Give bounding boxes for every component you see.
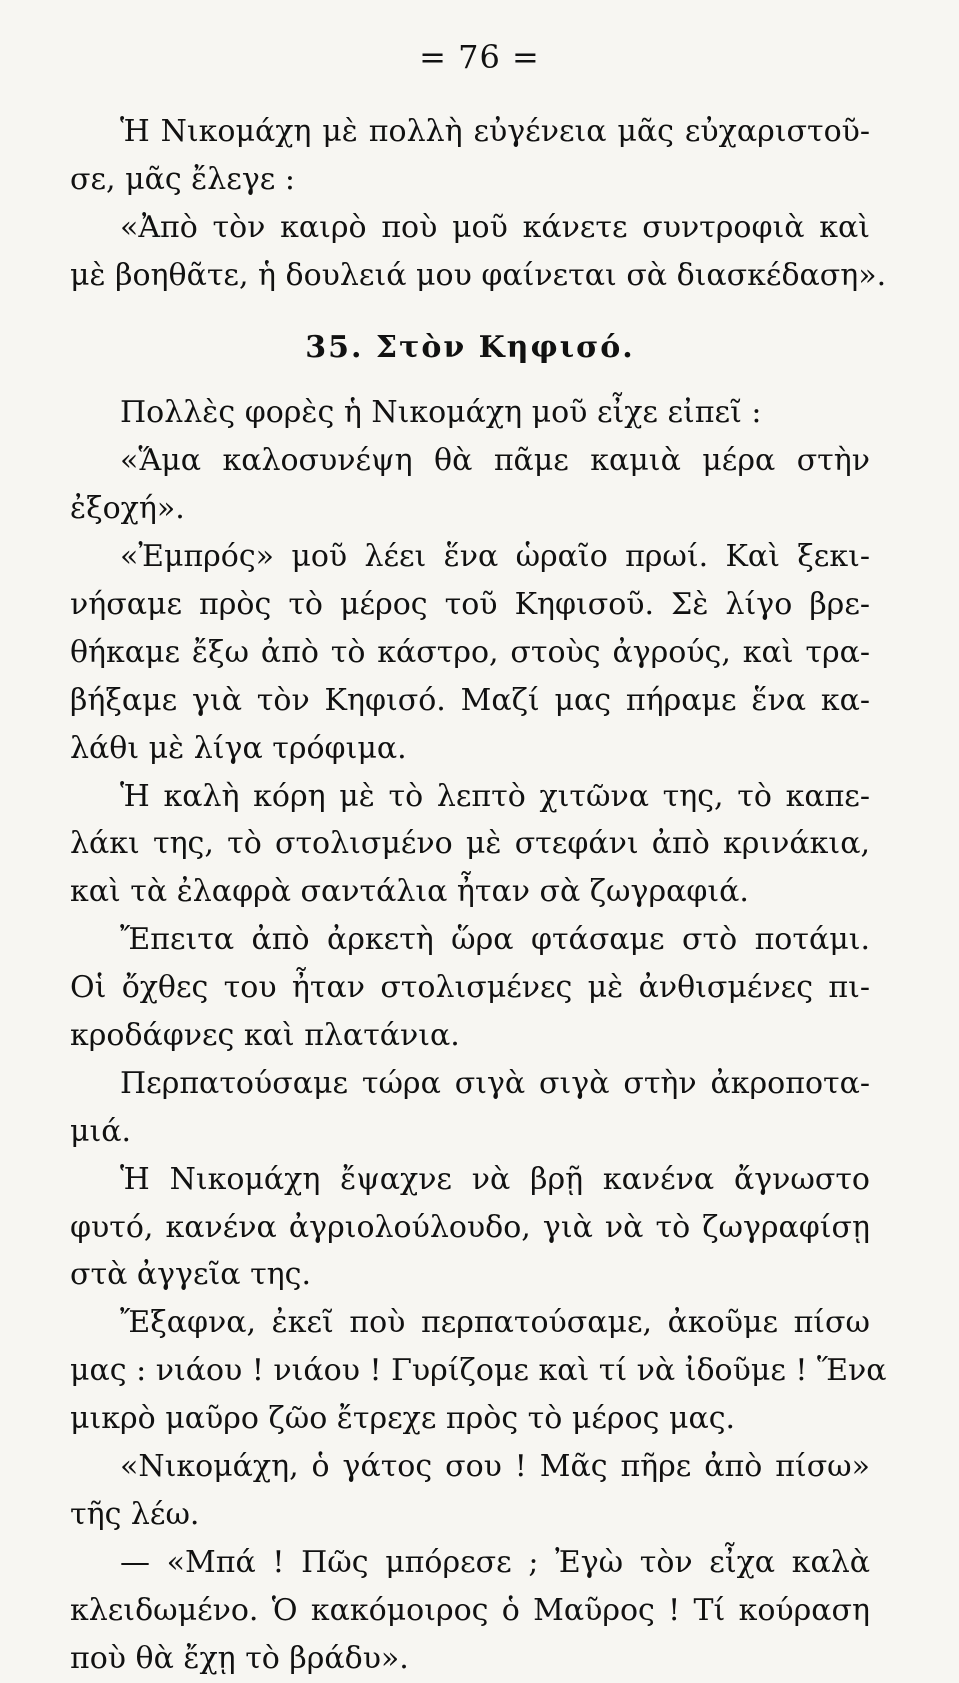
page-number: = 76 = — [419, 38, 540, 76]
text-line: Ἡ Νικομάχη ἔψαχνε νὰ βρῇ κανένα ἄγνωστο — [120, 1161, 870, 1197]
text-line: Περπατούσαμε τώρα σιγὰ σιγὰ στὴν ἀκροποτα- — [120, 1065, 870, 1101]
text-line: μιά. — [70, 1113, 132, 1149]
text-line: κροδάφνες καὶ πλατάνια. — [70, 1018, 460, 1054]
text-line: Οἱ ὄχθες του ἦταν στολισμένες μὲ ἀνθισμένες πι- — [70, 970, 870, 1006]
text-line: «Ἅμα καλοσυνέψη θὰ πᾶμε καμιὰ μέρα στὴν — [120, 443, 870, 479]
text-line: θήκαμε ἔξω ἀπὸ τὸ κάστρο, στοὺς ἀγρούς, καὶ τρα- — [70, 634, 870, 670]
text-line: μας : νιάου ! νιάου ! Γυρίζομε καὶ τί νὰ ἰδοῦμε ! Ἕνα — [70, 1353, 887, 1389]
text-line: Ἡ Νικομάχη μὲ πολλὴ εὐγένεια μᾶς εὐχαριστοῦ- — [120, 114, 870, 149]
text-line: σε, μᾶς ἔλεγε : — [70, 161, 295, 197]
paragraph — [70, 108, 870, 204]
paragraph — [70, 1060, 870, 1156]
text-line: «Ἐμπρός» μοῦ λέει ἕνα ὡραῖο πρωί. Καὶ ξεκι- — [120, 539, 870, 575]
paragraph — [70, 773, 870, 917]
text-line: μικρὸ μαῦρο ζῶο ἔτρεχε πρὸς τὸ μέρος μας. — [70, 1401, 736, 1437]
text-line: Ἔπειτα ἀπὸ ἀρκετὴ ὥρα φτάσαμε στὸ ποτάμι. — [120, 922, 870, 958]
paragraph — [70, 1299, 887, 1443]
text-line: Πολλὲς φορὲς ἡ Νικομάχη μοῦ εἶχε εἰπεῖ : — [120, 395, 762, 431]
text-line: καὶ τὰ ἐλαφρὰ σαντάλια ἦταν σὰ ζωγραφιά. — [70, 874, 749, 910]
text-line: Ἡ καλὴ κόρη μὲ τὸ λεπτὸ χιτῶνα της, τὸ καπε- — [120, 778, 870, 814]
text-line: λάκι της, τὸ στολισμένο μὲ στεφάνι ἀπὸ κρινάκια, — [70, 826, 870, 862]
text-line: μὲ βοηθᾶτε, ἡ δουλειά μου φαίνεται σὰ διασκέδαση». — [70, 257, 887, 293]
text-line: τῆς λέω. — [70, 1496, 200, 1532]
text-line: ἐξοχή». — [70, 491, 185, 527]
paragraph — [70, 533, 870, 772]
paragraph — [70, 437, 870, 533]
text-line: λάθι μὲ λίγα τρόφιμα. — [70, 730, 407, 766]
text-line: κλειδωμένο. Ὁ κακόμοιρος ὁ Μαῦρος ! Τί κούραση — [70, 1592, 870, 1628]
text-line: «Νικομάχη, ὁ γάτος σου ! Μᾶς πῆρε ἀπὸ πίσω» — [120, 1449, 870, 1485]
text-line: — «Μπά ! Πῶς μπόρεσε ; Ἐγὼ τὸν εἶχα καλὰ — [120, 1544, 870, 1580]
text-line: ποὺ θὰ ἔχῃ τὸ βράδυ». — [70, 1640, 409, 1676]
text-line: «Ἀπὸ τὸν καιρὸ ποὺ μοῦ κάνετε συντροφιὰ καὶ — [120, 209, 870, 245]
text-line: στὰ ἀγγεῖα της. — [70, 1257, 311, 1293]
paragraph — [70, 1539, 870, 1683]
section-number: 35. — [305, 329, 364, 365]
text-line: Ἔξαφνα, ἐκεῖ ποὺ περπατούσαμε, ἀκοῦμε πίσω — [120, 1305, 870, 1341]
paragraph — [70, 1156, 870, 1300]
paragraph — [70, 204, 887, 300]
section-title: Στὸν Κηφισό. — [375, 329, 635, 365]
section-heading — [70, 324, 870, 372]
page-text — [70, 108, 887, 1683]
paragraph — [70, 389, 870, 437]
text-line: φυτό, κανένα ἀγριολούλουδο, γιὰ νὰ τὸ ζωγραφίσῃ — [70, 1209, 870, 1245]
paragraph — [70, 916, 870, 1060]
text-line: βήξαμε γιὰ τὸν Κηφισό. Μαζί μας πήραμε ἕνα κα- — [70, 682, 870, 718]
paragraph — [70, 1443, 870, 1539]
text-line: νήσαμε πρὸς τὸ μέρος τοῦ Κηφισοῦ. Σὲ λίγο βρε- — [70, 587, 870, 623]
